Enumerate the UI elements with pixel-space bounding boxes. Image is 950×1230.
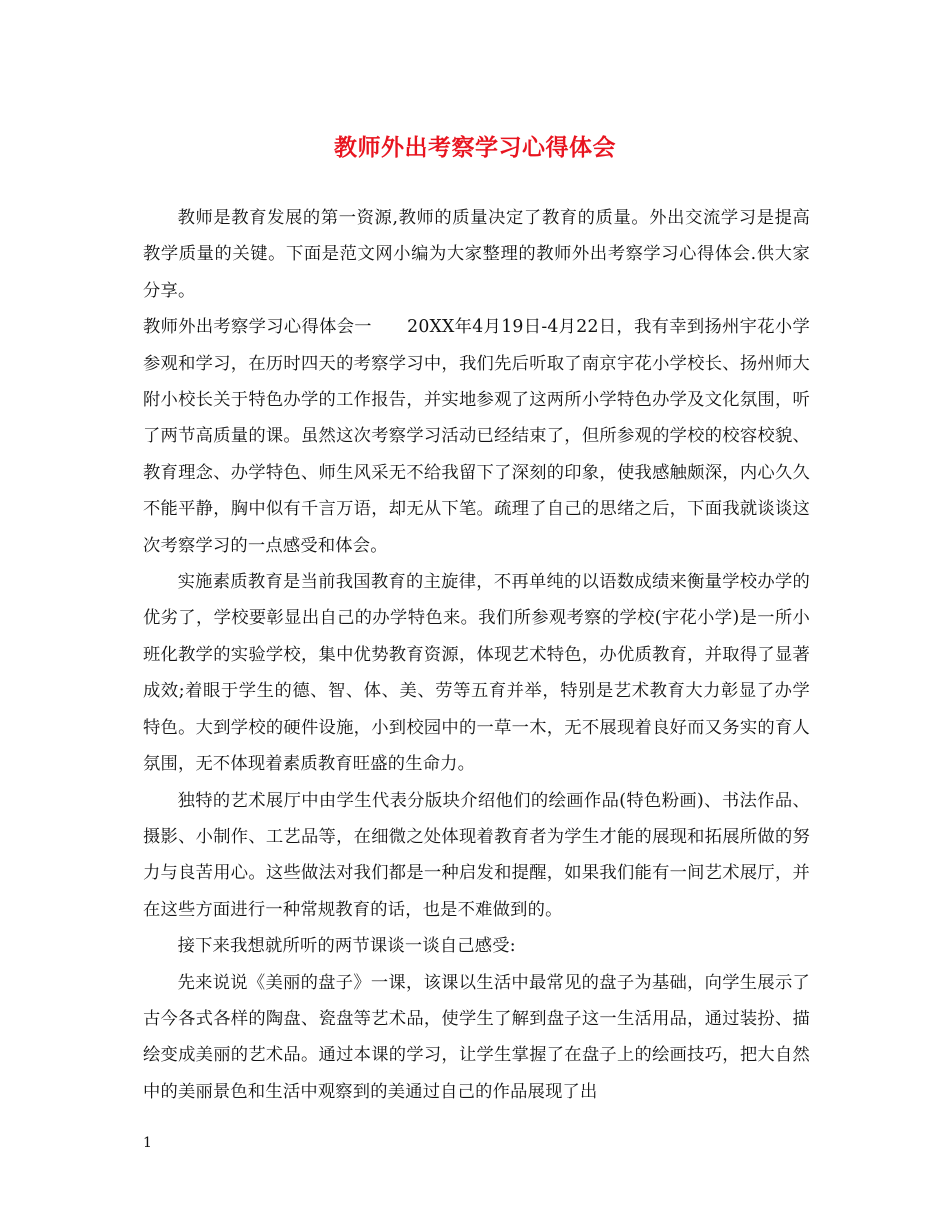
paragraph-art-hall: 独特的艺术展厅中由学生代表分版块介绍他们的绘画作品(特色粉画)、书法作品、摄影、小制作、工艺品等，在细微之处体现着教育者为学生才能的展现和拓展所做的努力与良苦用心。这些做法对我们都是一种启发和提醒，如果我们能有一间艺术展厅，并在这些方面进行一种常规教育的话，也是不难做到的。 (143, 790, 810, 920)
paragraph-intro: 教师是教育发展的第一资源,教师的质量决定了教育的质量。外出交流学习是提高教学质量的关键。下面是范文网小编为大家整理的教师外出考察学习心得体会.供大家分享。 (143, 208, 810, 301)
paragraph-lessons-intro: 接下来我想就所听的两节课谈一谈自己感受: (177, 936, 516, 957)
document-title: 教师外出考察学习心得体会 (334, 134, 616, 161)
paragraph-quality-education: 实施素质教育是当前我国教育的主旋律，不再单纯的以语数成绩来衡量学校办学的优劣了，学校要彰显出自己的办学特色来。我们所参观考察的学校(宇花小学)是一所小班化教学的实验学校，集中优势教育资源，体现艺术特色，办优质教育，并取得了显著成效;着眼于学生的德、智、体、美、劳等五育并举，特别是艺术教育大力彰显了办学特色。大到学校的硬件设施，小到校园中的一草一木，无不展现着良好而又务实的育人氛围，无不体现着素质教育旺盛的生命力。 (143, 572, 810, 775)
page-number: 1 (143, 1135, 152, 1151)
paragraph-section-one: 教师外出考察学习心得体会一 20XX年4月19日-4月22日，我有幸到扬州宇花小学参观和学习，在历时四天的考察学习中，我们先后听取了南京宇花小学校长、扬州师大附小校长关于特色办学的工作报告，并实地参观了这两所小学特色办学及文化氛围，听了两节高质量的课。虽然这次考察学习活动已经结束了，但所参观的学校的校容校貌、教育理念、办学特色、师生风采无不给我留下了深刻的印象，使我感触颇深，内心久久不能平静，胸中似有千言万语，却无从下笔。疏理了自己的思绪之后，下面我就谈谈这次考察学习的一点感受和体会。 (143, 317, 810, 556)
document-body (143, 200, 810, 1110)
paragraph-beautiful-plate: 先来说说《美丽的盘子》一课，该课以生活中最常见的盘子为基础，向学生展示了古今各式各样的陶盘、瓷盘等艺术品，使学生了解到盘子这一生活用品，通过装扮、描绘变成美丽的艺术品。通过本课的学习，让学生掌握了在盘子上的绘画技巧，把大自然中的美丽景色和生活中观察到的美通过自己的作品展现了出 (143, 972, 810, 1102)
